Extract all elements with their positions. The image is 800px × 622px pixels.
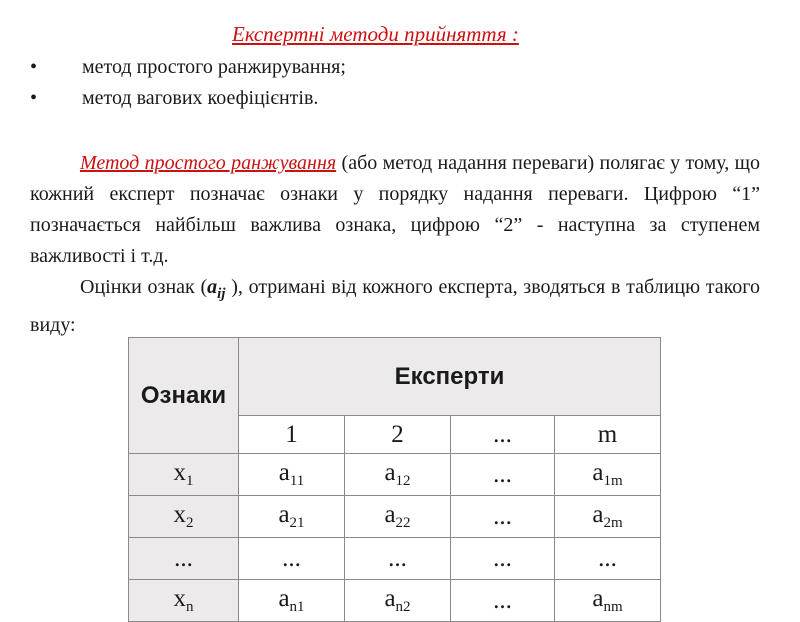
rank-cell: $a_{nm}$ (555, 580, 661, 622)
rank-cell: ... (451, 580, 555, 622)
expert-column-header: m (555, 416, 661, 454)
features-header: Ознаки (129, 338, 239, 454)
table-row (129, 580, 661, 622)
expert-column-header: ... (451, 416, 555, 454)
expert-column-header: 1 (239, 416, 345, 454)
rank-cell: ... (451, 454, 555, 496)
feature-cell: $x_1$ (129, 454, 239, 496)
rank-cell: $a_{12}$ (345, 454, 451, 496)
rank-cell: ... (345, 538, 451, 580)
feature-cell: $x_2$ (129, 496, 239, 538)
bullet-marker: • (30, 87, 38, 109)
bullet-marker: • (30, 56, 38, 78)
table-row (129, 454, 661, 496)
table-body (129, 454, 661, 622)
feature-cell: $x_n$ (129, 580, 239, 622)
rank-cell: $a_{n2}$ (345, 580, 451, 622)
paragraph-text: (або метод надання переваги) полягає у тому, що кожний експерт позначає ознаки у порядку надання переваги. Цифрою “1” позначається найбільш важлива ознака, цифрою “2” - наступна за ступенем важливості і т.д. (30, 152, 760, 267)
method-description-paragraph (30, 148, 760, 272)
list-item-text: метод вагових коефіцієнтів. (82, 87, 319, 109)
paragraph-text-after: ), отримані від кожного експерта, зводяться в таблицю такого виду: (30, 276, 760, 336)
variable-a-ij: $a_{ij}$ (207, 276, 226, 302)
rank-cell: ... (239, 538, 345, 580)
rank-cell: $a_{1m}$ (555, 454, 661, 496)
table-row (129, 496, 661, 538)
paragraph-text-before: Оцінки ознак ( (80, 276, 208, 298)
rank-cell: ... (555, 538, 661, 580)
slide-title: Експертні методи прийняття : (232, 22, 519, 46)
rank-cell: $a_{21}$ (239, 496, 345, 538)
rank-cell: $a_{n1}$ (239, 580, 345, 622)
assessment-paragraph (30, 272, 760, 341)
method-term: Метод простого ранжування (80, 152, 337, 174)
expert-column-header: 2 (345, 416, 451, 454)
rank-cell: $a_{11}$ (239, 454, 345, 496)
table-row (129, 538, 661, 580)
rank-cell: ... (451, 496, 555, 538)
experts-header: Експерти (239, 338, 661, 416)
expert-ranking-table (128, 337, 661, 622)
feature-cell: ... (129, 538, 239, 580)
rank-cell: ... (451, 538, 555, 580)
list-item-text: метод простого ранжирування; (82, 56, 346, 78)
rank-cell: $a_{22}$ (345, 496, 451, 538)
rank-cell: $a_{2m}$ (555, 496, 661, 538)
